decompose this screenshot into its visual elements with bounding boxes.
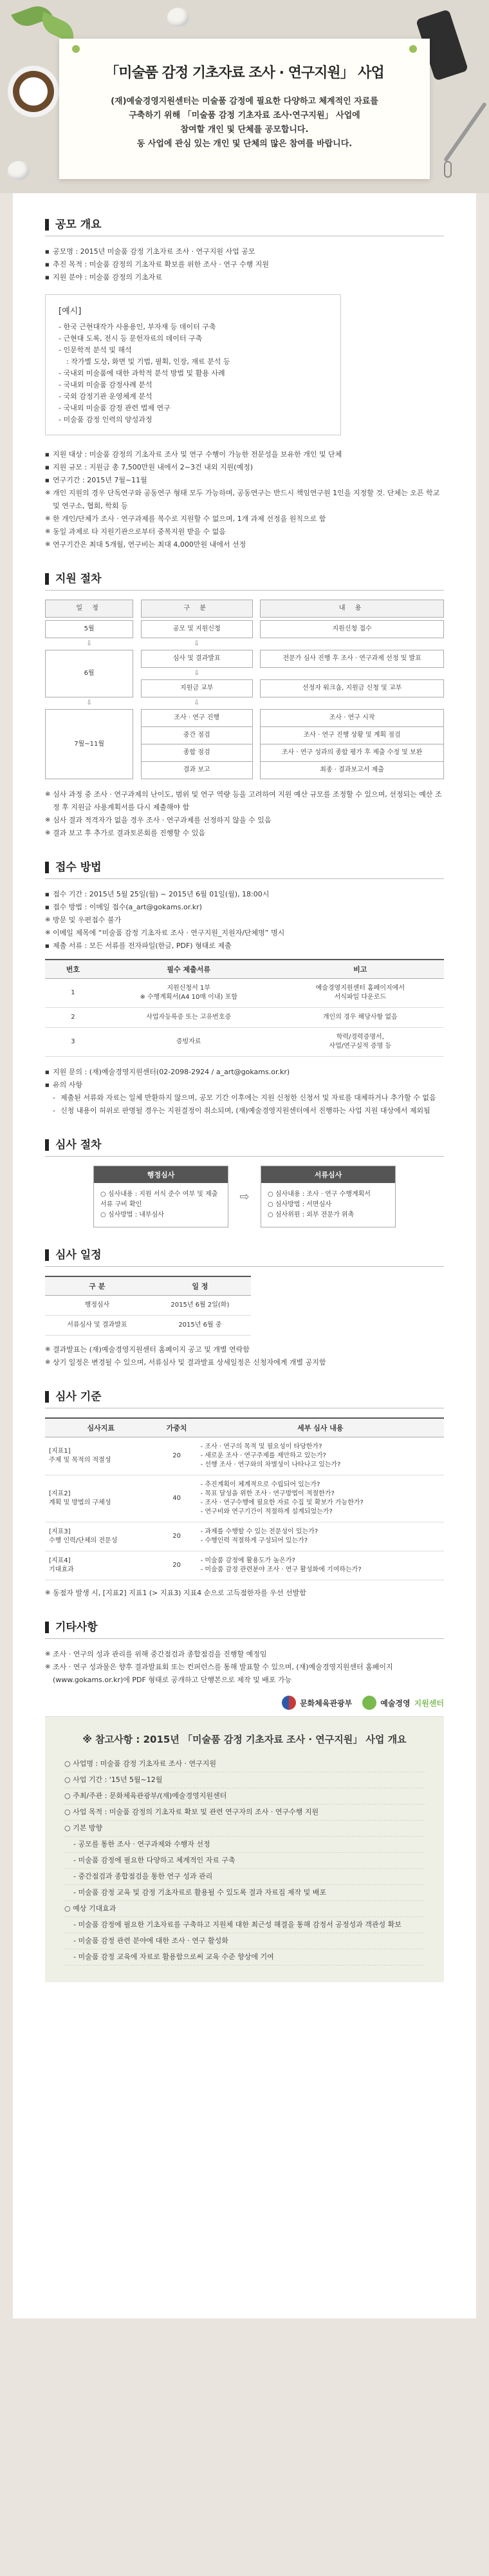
down-arrow-icon: ⇩ xyxy=(86,640,92,647)
note-item: ※ 조사 · 연구의 성과 관리를 위해 중간점검과 종합점검을 진행할 예정임 xyxy=(45,1648,444,1661)
section-procedure xyxy=(45,573,444,840)
example-item: : 작가별 도상, 화면 및 기법, 필획, 인장, 재료 분석 등 xyxy=(66,357,230,366)
list-item: ■ 추진 목적 : 미술품 감정의 기초자료 확보를 위한 조사 · 연구 수행 지원 xyxy=(45,258,444,271)
list-item: ■ 지원 분야 : 미술품 감정의 기초자료 xyxy=(45,271,444,284)
review-box-document: 서류심사 ○ 심사내용 : 조사 · 연구 수행계획서 ○ 심사방법 : 서면심사 ○ 심사위원 : 외부 전문가 위촉 xyxy=(261,1166,396,1227)
down-arrow-icon: ⇩ xyxy=(194,670,199,677)
table-header: 내 용 xyxy=(261,600,444,618)
header-card xyxy=(59,39,430,179)
note-item: ※ 심사 과정 중 조사 · 연구과제의 난이도, 범위 및 연구 역량 등을 고려하여 지원 예산 규모를 조정할 수 있으며, 선정되는 예산 조정 후 지원금 사용계획서를 다시 제출해야 함 xyxy=(45,788,444,814)
detail-cell: 지원신청 접수 xyxy=(261,621,444,638)
table-header: 심사지표 xyxy=(45,1418,157,1437)
example-title: [예시] xyxy=(59,307,82,316)
note-item: ※ 조사 · 연구 성과물은 향후 결과발표회 또는 컨퍼런스를 통해 발표할 수 있으며, (재)예술경영지원센터 홈페이지(www.gokams.or.kr)에 PDF 형태로 공개하고 단행본으로 제작 및 배포 가능 xyxy=(45,1661,444,1687)
example-item: - 한국 근현대작가 사용용인, 부자재 등 데이터 구축 xyxy=(59,323,216,331)
note-item: ※ 한 개인/단체가 조사 · 연구과제를 복수로 지원할 수 없으며, 1개 과제 선정을 원칙으로 함 xyxy=(45,513,444,526)
table-row xyxy=(46,710,444,727)
section-application xyxy=(45,862,444,1117)
logo-bar xyxy=(45,1696,444,1710)
divider xyxy=(45,1638,444,1639)
pin-icon xyxy=(72,45,80,53)
pen-decoration xyxy=(443,102,487,162)
divider xyxy=(45,878,444,879)
divider xyxy=(45,590,444,591)
note-list xyxy=(45,1343,444,1369)
table-row: 1 지원신청서 1부 ※ 수행계획서(A4 10매 이내) 포함 예술경영지원센터 홈페이지에서 서식파일 다운로드 xyxy=(45,979,444,1008)
note-item: ※ 상기 일정은 변경될 수 있으며, 서류심사 및 결과발표 상세일정은 신청자에게 개별 공지함 xyxy=(45,1356,444,1369)
section-etc xyxy=(45,1622,444,1710)
section-schedule xyxy=(45,1249,444,1369)
list-item: ■ 접수 방법 : 이메일 접수(a_art@gokams.or.kr) xyxy=(45,901,444,914)
stage-cell: 공모 및 지원신청 xyxy=(141,621,252,638)
section-title: 기타사항 xyxy=(45,1622,444,1633)
stage-cell: 지원금 교부 xyxy=(141,680,252,697)
bullet-list xyxy=(45,448,444,551)
right-arrow-icon: ⇨ xyxy=(239,1189,250,1204)
reference-item: - 미술품 감정 교육에 자료로 활용함으로써 교육 수준 향상에 기여 xyxy=(64,1949,425,1965)
down-arrow-icon: ⇩ xyxy=(86,699,92,706)
divider xyxy=(45,1266,444,1267)
section-title: 심사 기준 xyxy=(45,1391,444,1403)
example-item: - 인문학적 분석 및 해석 xyxy=(59,346,132,354)
section-overview xyxy=(45,219,444,551)
page-title: 「미술품 감정 기초자료 조사 · 연구지원」 사업 xyxy=(105,65,384,81)
table-row: 서류심사 및 결과발표 2015년 6월 중 xyxy=(45,1316,251,1336)
note-item: ※ 개인 지원의 경우 단독연구와 공동연구 형태 모두 가능하며, 공동연구는 반드시 책임연구원 1인을 지정할 것. 단체는 오픈 학교 및 연구소, 협회, 학회 등 xyxy=(45,487,444,513)
down-arrow-icon: ⇩ xyxy=(194,640,199,647)
table-header-row xyxy=(46,600,444,618)
stage-cell: 심사 및 결과발표 xyxy=(141,650,252,668)
main-content xyxy=(13,193,476,2318)
schedule-cell: 5월 xyxy=(46,621,133,638)
detail-cell: 전문가 심사 진행 후 조사 · 연구과제 선정 및 발표 xyxy=(261,650,444,668)
table-row: [지표4] 기대효과 20 - 미술품 감정에 활용도가 높은가? - 미술품 감정 관련분야 조사 · 연구 활성화에 기여하는가? xyxy=(45,1551,444,1580)
review-flow xyxy=(45,1166,444,1227)
example-item: - 근현대 도록, 전시 등 문헌자료의 데이터 구축 xyxy=(59,334,203,343)
example-item: - 국내외 미술품에 대한 과학적 분석 방법 및 활용 사례 xyxy=(59,369,225,377)
list-item: ■ 지원 규모 : 지원금 총 7,500만원 내에서 2~3건 내외 지원(예정) xyxy=(45,461,444,474)
section-review-process xyxy=(45,1139,444,1227)
schedule-cell: 7월~11월 xyxy=(46,710,133,779)
note-item: ※ 이메일 제목에 “미술품 감정 기초자료 조사 · 연구지원_지원자/단체명” 명시 xyxy=(45,927,444,940)
reference-item: - 미술품 감정 관련 분야에 대한 조사 · 연구 활성화 xyxy=(64,1933,425,1949)
note-item: ※ 결과발표는 (재)예술경영지원센터 홈페이지 공고 및 개별 연락함 xyxy=(45,1343,444,1356)
reference-item: - 미술품 감정 교육 및 감정 기초자료로 활용될 수 있도록 결과 자료집 제작 및 배포 xyxy=(64,1885,425,1901)
review-box-admin: 행정심사 ○ 심사내용 : 지원 서식 준수 여부 및 제출 서류 구비 확인 ○ 심사방법 : 내부심사 xyxy=(93,1166,228,1227)
section-title: 지원 절차 xyxy=(45,573,444,585)
schedule-table xyxy=(45,1276,251,1336)
reference-item: - 중간점검과 종합점검을 통한 연구 성과 관리 xyxy=(64,1869,425,1885)
table-row: [지표3] 수행 인력/단체의 전문성 20 - 과제를 수행할 수 있는 전문성이 있는가? - 수행인력 적절하게 구성되어 있는가? xyxy=(45,1522,444,1551)
list-item: ■ 접수 기간 : 2015년 5월 25일(월) ~ 2015년 6월 01일(월), 18:00시 xyxy=(45,888,444,901)
table-header: 구 분 xyxy=(141,600,252,618)
caution-item: - 제출된 서류와 자료는 일체 반환하지 않으며, 공모 기간 이후에는 지원 신청한 신청서 및 자료를 대체하거나 추가할 수 없음 xyxy=(45,1092,444,1104)
table-header: 필수 제출서류 xyxy=(101,960,277,979)
example-item: - 미술품 감정 인력의 양성과정 xyxy=(59,415,152,424)
stage-cell: 조사 · 연구 진행 xyxy=(141,710,252,727)
table-header: 구 분 xyxy=(45,1276,149,1296)
center-emblem-icon xyxy=(362,1696,376,1710)
table-header: 일 정 xyxy=(46,600,133,618)
example-box xyxy=(45,294,341,435)
example-item: - 국내외 미술품 감정사례 분석 xyxy=(59,381,152,389)
note-list xyxy=(45,1648,444,1687)
paper-ball-decoration xyxy=(8,161,30,180)
reference-item: ○ 사업 기간 : '15년 5월~12월 xyxy=(64,1772,425,1788)
table-row xyxy=(46,650,444,668)
table-row: [지표2] 계획 및 방법의 구체성 40 - 추진계획이 체계적으로 수립되어 있는가? - 목표 달성을 위한 조사 · 연구방법이 적절한가? - 조사 · 연구수행에 필요한 자료 수집 및 확보가 가능한가? - 연구비와 연구기간이 적절하게 설계되었는가? xyxy=(45,1475,444,1522)
reference-item: - 미술품 감정에 필요한 기초자료를 구축하고 지원체 대한 최근성 해결을 통해 감정서 공정성과 객관성 확보 xyxy=(64,1917,425,1933)
reference-item: ○ 예상 기대효과 xyxy=(64,1901,425,1917)
bullet-list xyxy=(45,888,444,952)
coffee-cup-decoration xyxy=(13,71,54,112)
note-item: ※ 심사 결과 적격자가 없을 경우 조사 · 연구과제를 선정하지 않을 수 있음 xyxy=(45,814,444,827)
note-item: ※ 연구기간은 최대 5개월, 연구비는 최대 4,000만원 내에서 선정 xyxy=(45,538,444,551)
detail-cell: 조사 · 연구 성과의 종합 평가 후 제출 수정 및 보완 xyxy=(261,744,444,762)
ministry-emblem-icon xyxy=(282,1696,296,1710)
section-criteria xyxy=(45,1391,444,1600)
header-description: (재)예술경영지원센터는 미술품 감정에 필요한 다양하고 체계적인 자료를 구축하기 위해 「미술품 감정 기초자료 조사·연구지원」 사업에 참여할 개인 및 단체를 공모합니다. 동 사업에 관심 있는 개인 및 단체의 많은 참여를 바랍니다. xyxy=(111,97,378,149)
detail-cell: 최종 · 결과보고서 제출 xyxy=(261,762,444,779)
clip-decoration xyxy=(444,161,452,178)
list-item: ■ 연구기간 : 2015년 7월~11월 xyxy=(45,474,444,487)
example-item: - 국외 감정기관 운영체계 분석 xyxy=(59,392,152,401)
procedure-table xyxy=(45,600,444,779)
reference-list xyxy=(64,1756,425,1965)
table-row: 2 사업자등록증 또는 고유번호증 개인의 경우 해당사항 없음 xyxy=(45,1008,444,1028)
table-row xyxy=(46,621,444,638)
detail-cell: 조사 · 연구 시작 xyxy=(261,710,444,727)
reference-item: ○ 사업명 : 미술품 감정 기초자료 조사 · 연구지원 xyxy=(64,1756,425,1772)
section-title: 공모 개요 xyxy=(45,219,444,231)
table-row: 3 증빙자료 학력/경력증명서, 사업/연구실적 증명 등 xyxy=(45,1028,444,1057)
reference-item: - 공모를 통한 조사 · 연구과제와 수행자 선정 xyxy=(64,1837,425,1853)
pin-icon xyxy=(409,45,417,53)
note-list xyxy=(45,788,444,840)
note-item: ※ 방문 및 우편접수 불가 xyxy=(45,914,444,927)
list-item: ■ 제출 서류 : 모든 서류를 전자파일(한글, PDF) 형태로 제출 xyxy=(45,940,444,952)
reference-box xyxy=(45,1716,444,1982)
table-row: 행정심사 2015년 6월 2일(화) xyxy=(45,1296,251,1316)
header-background xyxy=(0,0,489,193)
detail-cell: 조사 · 연구 진행 상황 및 계획 점검 xyxy=(261,727,444,744)
caution-item: - 신청 내용이 허위로 판명될 경우는 지원결정이 취소되며, (재)예술경영지원센터에서 진행하는 사업 지원 대상에서 제외됨 xyxy=(45,1104,444,1117)
down-arrow-icon: ⇩ xyxy=(194,699,199,706)
stage-cell: 종합 점검 xyxy=(141,744,252,762)
table-header: 가중치 xyxy=(157,1418,197,1437)
stage-cell: 중간 점검 xyxy=(141,727,252,744)
table-header: 번호 xyxy=(45,960,101,979)
table-header: 비고 xyxy=(277,960,444,979)
note-item: ※ 동일 과제로 타 지원기관으로부터 중복지원 받을 수 없음 xyxy=(45,526,444,538)
schedule-cell: 6월 xyxy=(46,650,133,697)
reference-title: ※ 참고사항 : 2015년 「미술품 감정 기초자료 조사 · 연구지원」 사업 개요 xyxy=(82,1734,407,1745)
bullet-list xyxy=(45,1066,444,1117)
paper-ball-decoration xyxy=(167,8,189,27)
ministry-logo: 문화체육관광부 xyxy=(282,1696,352,1710)
section-title: 심사 일정 xyxy=(45,1249,444,1261)
reference-item: ○ 사업 목적 : 미술품 감정의 기초자료 확보 및 관련 연구자의 조사 · 연구수행 지원 xyxy=(64,1804,425,1821)
detail-cell: 선정자 워크숍, 지원금 신청 및 교부 xyxy=(261,680,444,697)
example-item: - 국내외 미술품 감정 관련 법제 연구 xyxy=(59,404,171,412)
note-item: ※ 동점자 발생 시, [지표2] 지표1 (> 지표3) 지표4 순으로 고득점한자를 우선 선발함 xyxy=(45,1587,444,1600)
center-logo: 예술경영 지원센터 xyxy=(362,1696,444,1710)
note-list xyxy=(45,1587,444,1600)
list-item: ■ 유의 사항 xyxy=(45,1079,444,1092)
table-header: 일 정 xyxy=(149,1276,251,1296)
bullet-list xyxy=(45,245,444,284)
criteria-table xyxy=(45,1417,444,1580)
stage-cell: 결과 보고 xyxy=(141,762,252,779)
reference-item: ○ 기본 방향 xyxy=(64,1821,425,1837)
reference-item: - 미술품 감정에 필요한 다양하고 체계적인 자료 구축 xyxy=(64,1853,425,1869)
reference-item: ○ 주최/주관 : 문화체육관광부/(재)예술경영지원센터 xyxy=(64,1788,425,1804)
note-item: ※ 결과 보고 후 추가로 결과토론회를 진행할 수 있음 xyxy=(45,827,444,840)
list-item: ■ 공모명 : 2015년 미술품 감정 기초자료 조사 · 연구지원 사업 공모 xyxy=(45,245,444,258)
section-title: 심사 절차 xyxy=(45,1139,444,1151)
footer-background xyxy=(0,2318,489,2576)
table-row: [지표1] 주제 및 목적의 적절성 20 - 조사 · 연구의 목적 및 필요성이 타당한가? - 새로운 조사 · 연구주제를 제안하고 있는가? - 선행 조사 · 연구와의 차별성이 나타나고 있는가? xyxy=(45,1437,444,1475)
list-item: ■ 지원 대상 : 미술품 감정의 기초자료 조사 및 연구 수행이 가능한 전문성을 보유한 개인 및 단체 xyxy=(45,448,444,461)
divider xyxy=(45,1156,444,1157)
table-header: 세부 심사 내용 xyxy=(197,1418,444,1437)
documents-table xyxy=(45,959,444,1057)
section-title: 접수 방법 xyxy=(45,862,444,873)
contact-info: ■ 지원 문의 : (재)예술경영지원센터(02-2098-2924 / a_art@gokams.or.kr) xyxy=(45,1066,444,1079)
